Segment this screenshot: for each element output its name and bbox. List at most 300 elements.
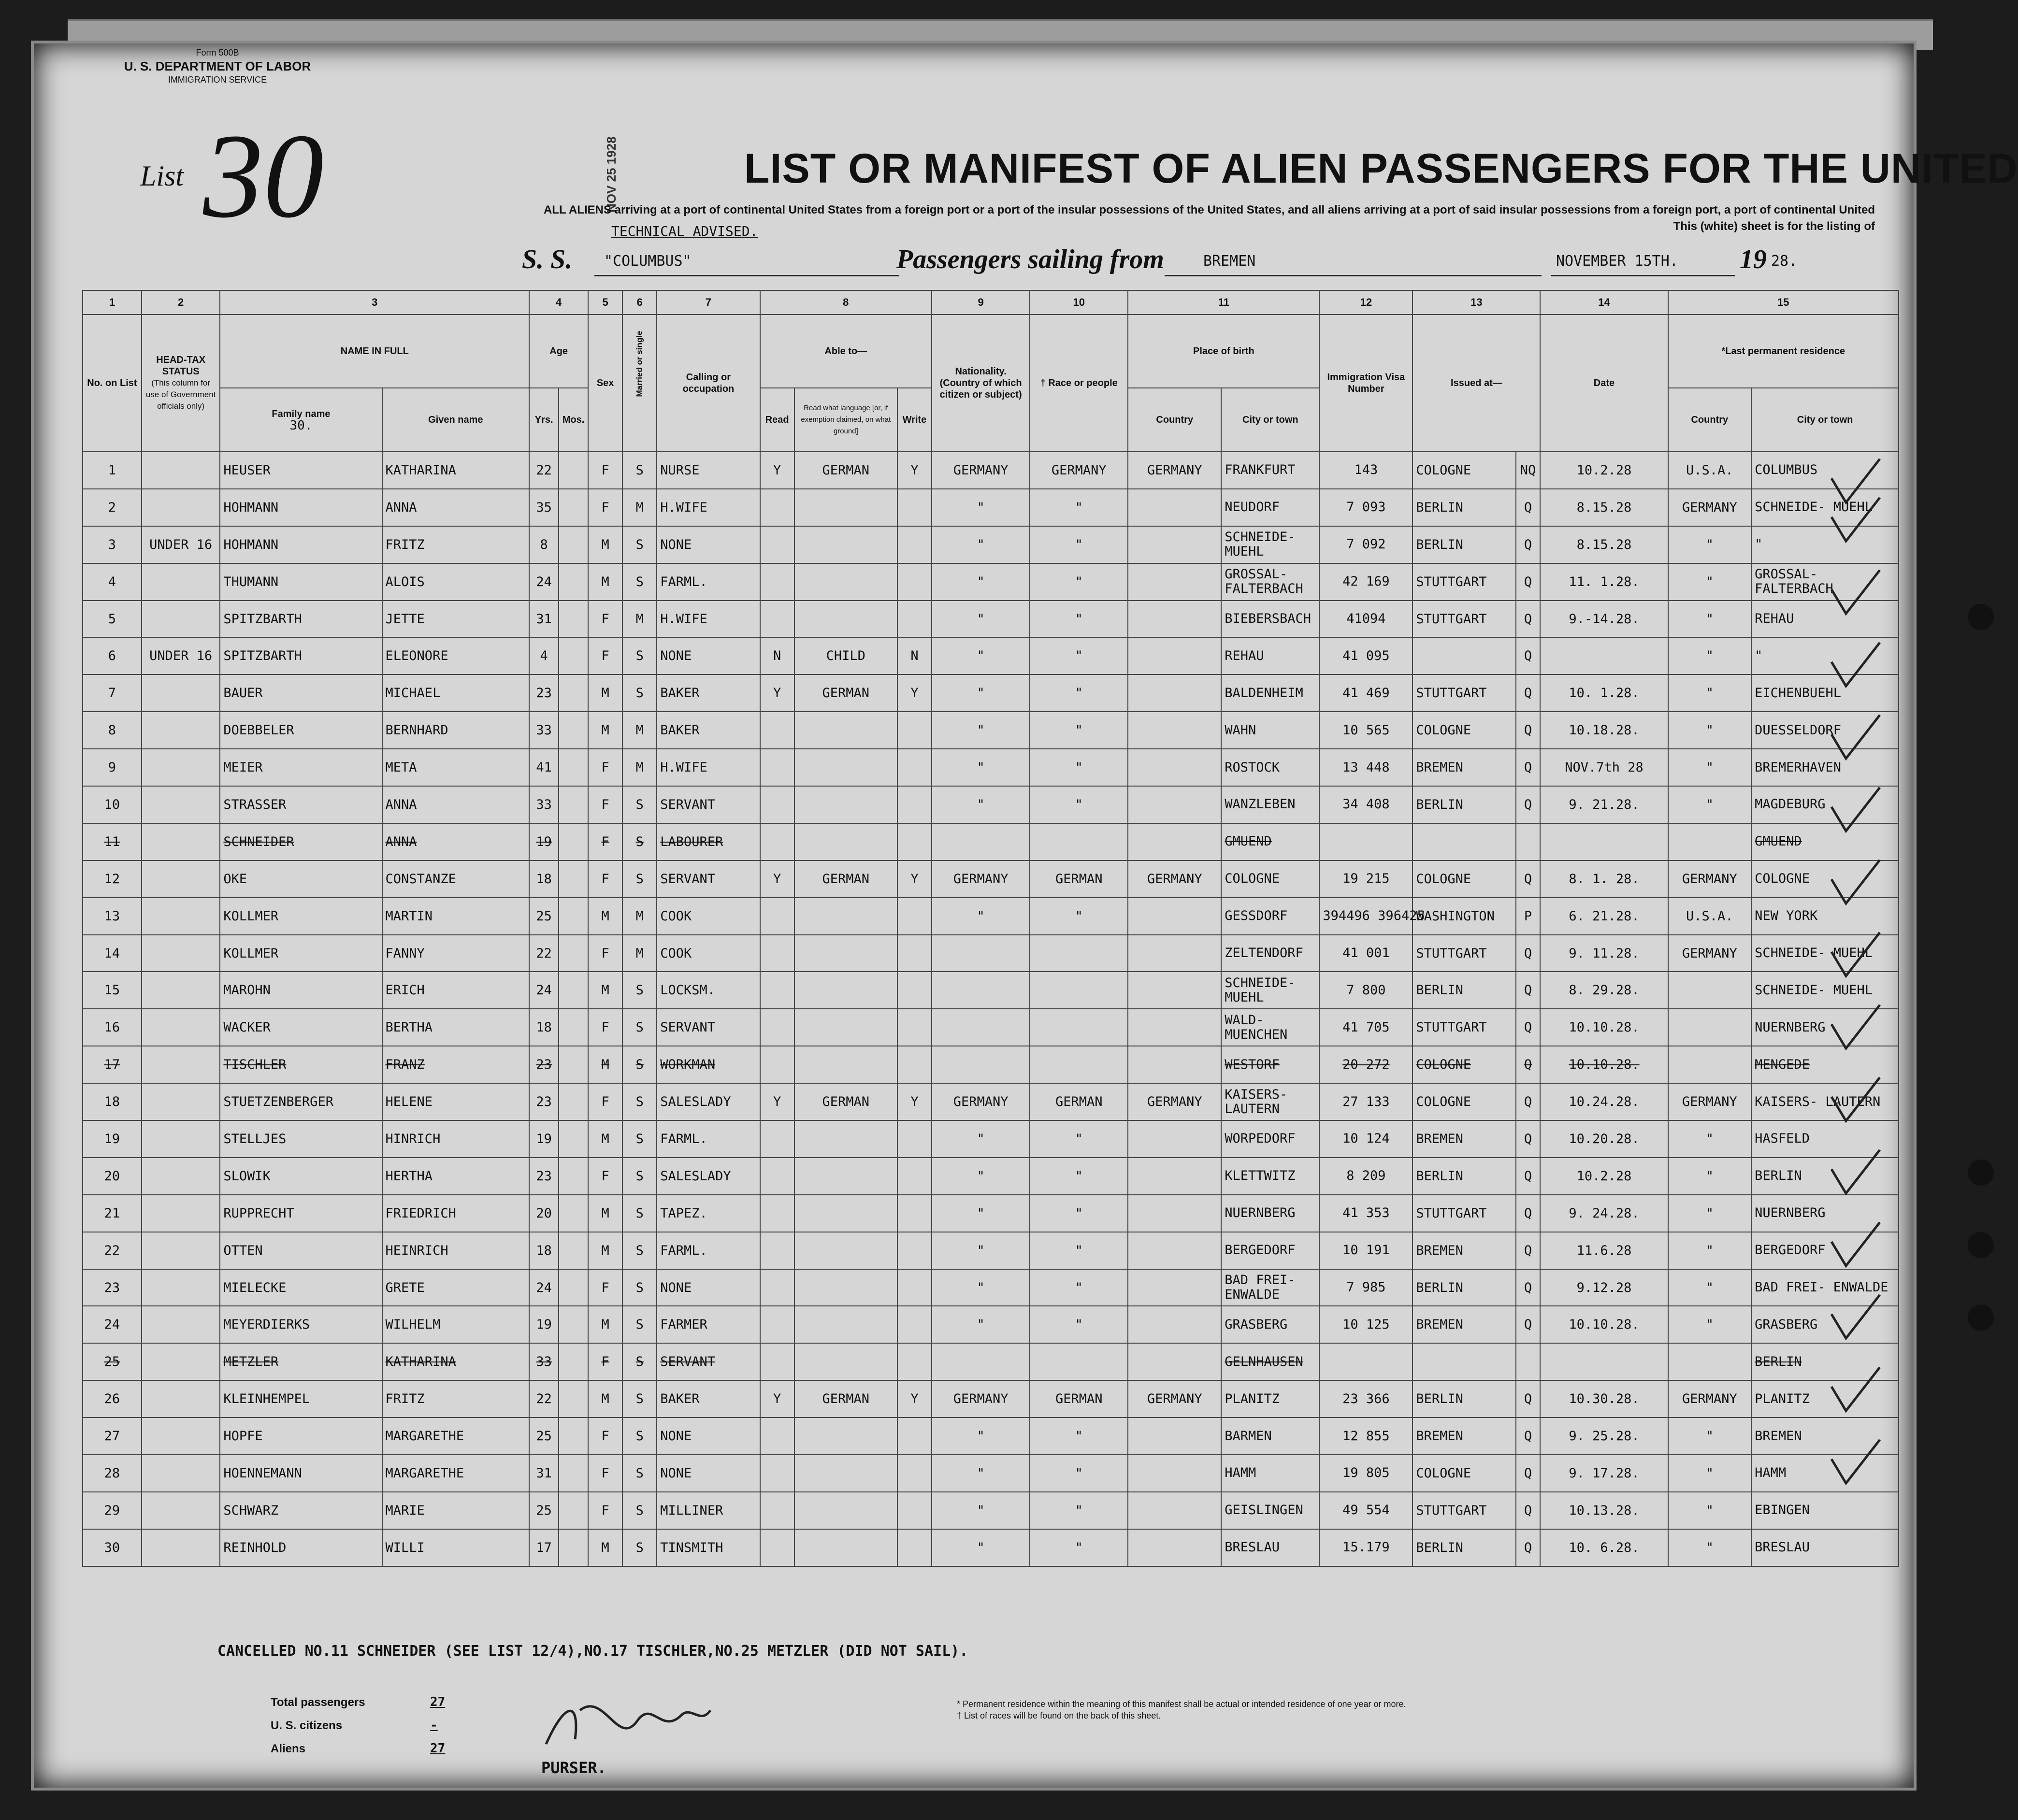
birth-country (1128, 712, 1221, 749)
can-read (760, 1232, 794, 1269)
visa-date: 10.20.28. (1540, 1120, 1668, 1158)
given-name: HERTHA (382, 1158, 530, 1195)
family-name: BAUER (220, 674, 382, 712)
visa-number (1319, 1343, 1413, 1380)
nationality: " (932, 1306, 1030, 1343)
birth-country (1128, 749, 1221, 786)
residence-country: " (1668, 526, 1752, 563)
marital-status: S (622, 1418, 657, 1455)
race: " (1030, 674, 1128, 712)
occupation: FARML. (657, 1232, 760, 1269)
can-write (897, 972, 932, 1009)
colnum-1: 1 (83, 290, 142, 315)
given-name: WILHELM (382, 1306, 530, 1343)
marital-status: S (622, 1195, 657, 1232)
read-language (794, 935, 897, 972)
can-read (760, 786, 794, 823)
given-name: ANNA (382, 823, 530, 860)
header-birth-country: Country (1128, 388, 1221, 452)
can-write: Y (897, 452, 932, 489)
can-read (760, 935, 794, 972)
given-name: MARGARETHE (382, 1418, 530, 1455)
age-months (559, 712, 588, 749)
can-write: N (897, 637, 932, 674)
residence-country: " (1668, 1195, 1752, 1232)
nationality: " (932, 1418, 1030, 1455)
visa-date: 11. 1.28. (1540, 563, 1668, 601)
issued-at: BREMEN (1413, 1120, 1515, 1158)
visa-class: Q (1516, 1009, 1541, 1046)
issued-at: BERLIN (1413, 489, 1515, 526)
can-read (760, 1269, 794, 1306)
list-label: List (140, 160, 184, 192)
family-name: THUMANN (220, 563, 382, 601)
issued-at: STUTTGART (1413, 1492, 1515, 1529)
table-row (83, 1343, 1899, 1380)
birth-country (1128, 1343, 1221, 1380)
read-language (794, 526, 897, 563)
issued-at: STUTTGART (1413, 935, 1515, 972)
head-tax-status (142, 563, 220, 601)
can-write (897, 712, 932, 749)
family-name: TISCHLER (220, 1046, 382, 1083)
colnum-15: 15 (1668, 290, 1899, 315)
residence-country (1668, 1046, 1752, 1083)
visa-number: 27 133 (1319, 1083, 1413, 1120)
table-row (83, 1380, 1899, 1418)
given-name: JETTE (382, 601, 530, 638)
head-tax-status (142, 823, 220, 860)
table-row (83, 674, 1899, 712)
marital-status: S (622, 823, 657, 860)
age-months (559, 1158, 588, 1195)
occupation: BAKER (657, 712, 760, 749)
issued-at (1413, 1343, 1515, 1380)
visa-class: Q (1516, 1269, 1541, 1306)
residence-city: BERGEDORF (1751, 1232, 1899, 1269)
header-family-name-text: Family name (272, 409, 331, 419)
sex: M (588, 1046, 622, 1083)
visa-date: 10.24.28. (1540, 1083, 1668, 1120)
port-underline (1165, 275, 1542, 276)
occupation: TINSMITH (657, 1529, 760, 1566)
residence-country: GERMANY (1668, 860, 1752, 898)
race: " (1030, 637, 1128, 674)
given-name: FANNY (382, 935, 530, 972)
marital-status: S (622, 452, 657, 489)
sex: M (588, 1306, 622, 1343)
can-read (760, 563, 794, 601)
total-passengers-row (271, 1691, 493, 1714)
occupation: NONE (657, 1269, 760, 1306)
can-write (897, 749, 932, 786)
marital-status: S (622, 1306, 657, 1343)
family-name: HOPFE (220, 1418, 382, 1455)
birth-country (1128, 489, 1221, 526)
birth-country (1128, 1158, 1221, 1195)
head-tax-status (142, 1195, 220, 1232)
family-name: REINHOLD (220, 1529, 382, 1566)
residence-city: HAMM (1751, 1455, 1899, 1492)
can-read (760, 1455, 794, 1492)
marital-status: M (622, 749, 657, 786)
given-name: MARTIN (382, 898, 530, 935)
read-language (794, 786, 897, 823)
nationality: " (932, 712, 1030, 749)
marital-status: S (622, 1009, 657, 1046)
footnotes (957, 1698, 1406, 1721)
family-name: RUPPRECHT (220, 1195, 382, 1232)
occupation: LOCKSM. (657, 972, 760, 1009)
birth-country (1128, 1009, 1221, 1046)
race: " (1030, 1269, 1128, 1306)
family-name: OTTEN (220, 1232, 382, 1269)
cancellation-note: CANCELLED NO.11 SCHNEIDER (SEE LIST 12/4),NO.17 TISCHLER,NO.25 METZLER (DID NOT SAIL). (217, 1643, 968, 1660)
residence-city: COLUMBUS (1751, 452, 1899, 489)
nationality (932, 972, 1030, 1009)
nationality (932, 1046, 1030, 1083)
age-months (559, 1009, 588, 1046)
birth-city: NEUDORF (1221, 489, 1319, 526)
head-tax-status (142, 1418, 220, 1455)
residence-country: " (1668, 1269, 1752, 1306)
visa-date: 10.10.28. (1540, 1046, 1668, 1083)
sex: F (588, 601, 622, 638)
age-years: 41 (529, 749, 559, 786)
can-read (760, 1120, 794, 1158)
visa-class: Q (1516, 1083, 1541, 1120)
marital-status: S (622, 1120, 657, 1158)
birth-country (1128, 1455, 1221, 1492)
birth-city: GROSSAL- FALTERBACH (1221, 563, 1319, 601)
residence-city: NUERNBERG (1751, 1195, 1899, 1232)
table-row (83, 1046, 1899, 1083)
residence-city: BERLIN (1751, 1343, 1899, 1380)
birth-country (1128, 674, 1221, 712)
nationality: GERMANY (932, 452, 1030, 489)
sex: F (588, 1418, 622, 1455)
nationality: " (932, 563, 1030, 601)
head-tax-status (142, 452, 220, 489)
age-years: 22 (529, 452, 559, 489)
visa-class: Q (1516, 1120, 1541, 1158)
colnum-11: 11 (1128, 290, 1319, 315)
row-number: 23 (83, 1269, 142, 1306)
issued-at: COLOGNE (1413, 860, 1515, 898)
residence-city: COLOGNE (1751, 860, 1899, 898)
head-tax-status: UNDER 16 (142, 526, 220, 563)
page-title: LIST OR MANIFEST OF ALIEN PASSENGERS FOR THE UNITED (744, 145, 2018, 192)
can-read (760, 1158, 794, 1195)
can-write (897, 1158, 932, 1195)
birth-city: GELNHAUSEN (1221, 1343, 1319, 1380)
sex: F (588, 935, 622, 972)
occupation: BAKER (657, 674, 760, 712)
aliens-value: 27 (430, 1741, 446, 1756)
birth-country (1128, 972, 1221, 1009)
marital-status: S (622, 786, 657, 823)
visa-number: 23 366 (1319, 1380, 1413, 1418)
age-months (559, 1380, 588, 1418)
colnum-12: 12 (1319, 290, 1413, 315)
residence-city: NEW YORK (1751, 898, 1899, 935)
visa-class: Q (1516, 1158, 1541, 1195)
age-years: 25 (529, 1492, 559, 1529)
birth-city: REHAU (1221, 637, 1319, 674)
row-number: 16 (83, 1009, 142, 1046)
header-age: Age (529, 315, 588, 388)
can-write (897, 786, 932, 823)
residence-city: GRASBERG (1751, 1306, 1899, 1343)
sex: M (588, 1380, 622, 1418)
head-tax-status (142, 1455, 220, 1492)
occupation: NONE (657, 1418, 760, 1455)
marital-status: S (622, 1269, 657, 1306)
given-name: HELENE (382, 1083, 530, 1120)
birth-city: KAISERS- LAUTERN (1221, 1083, 1319, 1120)
occupation: MILLINER (657, 1492, 760, 1529)
age-months (559, 1529, 588, 1566)
visa-number: 10 124 (1319, 1120, 1413, 1158)
can-read (760, 1529, 794, 1566)
birth-city: COLOGNE (1221, 860, 1319, 898)
family-name: HOHMANN (220, 489, 382, 526)
row-number: 10 (83, 786, 142, 823)
binder-hole-1 (1968, 604, 1994, 630)
residence-city: " (1751, 526, 1899, 563)
residence-country (1668, 972, 1752, 1009)
colnum-6: 6 (622, 290, 657, 315)
issued-at (1413, 823, 1515, 860)
sex: M (588, 563, 622, 601)
birth-country (1128, 1269, 1221, 1306)
marital-status: S (622, 1492, 657, 1529)
age-years: 33 (529, 786, 559, 823)
birth-city: GRASBERG (1221, 1306, 1319, 1343)
can-write: Y (897, 674, 932, 712)
can-read (760, 1418, 794, 1455)
visa-date (1540, 1343, 1668, 1380)
visa-class: Q (1516, 712, 1541, 749)
read-language (794, 1306, 897, 1343)
table-row (83, 1083, 1899, 1120)
head-tax-status (142, 898, 220, 935)
family-name: STRASSER (220, 786, 382, 823)
race: GERMAN (1030, 1380, 1128, 1418)
can-read (760, 823, 794, 860)
age-months (559, 786, 588, 823)
ss-label: S. S. (522, 244, 573, 274)
colnum-3: 3 (220, 290, 529, 315)
nationality: GERMANY (932, 1083, 1030, 1120)
row-number: 12 (83, 860, 142, 898)
issued-at: BERLIN (1413, 1269, 1515, 1306)
race: " (1030, 489, 1128, 526)
visa-date: 10.10.28. (1540, 1306, 1668, 1343)
issued-at: WASHINGTON (1413, 898, 1515, 935)
sex: F (588, 1455, 622, 1492)
colnum-9: 9 (932, 290, 1030, 315)
visa-number: 41 001 (1319, 935, 1413, 972)
can-read (760, 1306, 794, 1343)
sex: F (588, 1492, 622, 1529)
ship-name-underline (594, 275, 899, 276)
occupation: TAPEZ. (657, 1195, 760, 1232)
marital-status: S (622, 1529, 657, 1566)
visa-number: 19 215 (1319, 860, 1413, 898)
residence-city: GMUEND (1751, 823, 1899, 860)
head-tax-status (142, 1343, 220, 1380)
residence-city: EICHENBUEHL (1751, 674, 1899, 712)
row-number: 27 (83, 1418, 142, 1455)
family-name: OKE (220, 860, 382, 898)
visa-number: 41 353 (1319, 1195, 1413, 1232)
residence-city: MAGDEBURG (1751, 786, 1899, 823)
can-read: Y (760, 452, 794, 489)
read-language (794, 489, 897, 526)
age-years: 25 (529, 1418, 559, 1455)
nationality: GERMANY (932, 860, 1030, 898)
given-name: GRETE (382, 1269, 530, 1306)
visa-class: Q (1516, 972, 1541, 1009)
birth-city: KLETTWITZ (1221, 1158, 1319, 1195)
marital-status: S (622, 1046, 657, 1083)
issued-at: BERLIN (1413, 1158, 1515, 1195)
read-language: GERMAN (794, 860, 897, 898)
header-mos: Mos. (559, 388, 588, 452)
can-write (897, 1232, 932, 1269)
birth-city: GESSDORF (1221, 898, 1319, 935)
sex: F (588, 749, 622, 786)
age-months (559, 1232, 588, 1269)
race (1030, 935, 1128, 972)
birth-city: WALD- MUENCHEN (1221, 1009, 1319, 1046)
race: " (1030, 712, 1128, 749)
total-passengers-value: 27 (430, 1695, 446, 1709)
read-language: GERMAN (794, 674, 897, 712)
colnum-5: 5 (588, 290, 622, 315)
given-name: KATHARINA (382, 452, 530, 489)
age-months (559, 1455, 588, 1492)
visa-class: P (1516, 898, 1541, 935)
colnum-2: 2 (142, 290, 220, 315)
service-name: IMMIGRATION SERVICE (168, 75, 267, 85)
visa-date: 9. 17.28. (1540, 1455, 1668, 1492)
issued-at: BREMEN (1413, 749, 1515, 786)
row-number: 3 (83, 526, 142, 563)
residence-city: KAISERS- LAUTERN (1751, 1083, 1899, 1120)
birth-city: SCHNEIDE- MUEHL (1221, 972, 1319, 1009)
table-row (83, 1455, 1899, 1492)
form-number: Form 500B (196, 48, 239, 57)
can-read (760, 972, 794, 1009)
read-language (794, 1343, 897, 1380)
birth-city: WANZLEBEN (1221, 786, 1319, 823)
sex: M (588, 1195, 622, 1232)
nationality: " (932, 898, 1030, 935)
read-language (794, 749, 897, 786)
read-language (794, 972, 897, 1009)
table-row (83, 1418, 1899, 1455)
residence-country: " (1668, 1158, 1752, 1195)
year-prefix: 19 (1740, 244, 1767, 274)
can-read (760, 601, 794, 638)
family-name: MEYERDIERKS (220, 1306, 382, 1343)
occupation: SERVANT (657, 786, 760, 823)
row-number: 4 (83, 563, 142, 601)
nationality: " (932, 1492, 1030, 1529)
residence-city: GROSSAL- FALTERBACH (1751, 563, 1899, 601)
visa-number: 19 805 (1319, 1455, 1413, 1492)
read-language (794, 1158, 897, 1195)
age-months (559, 526, 588, 563)
occupation: H.WIFE (657, 749, 760, 786)
birth-country (1128, 1529, 1221, 1566)
birth-city: BALDENHEIM (1221, 674, 1319, 712)
given-name: BERNHARD (382, 712, 530, 749)
head-tax-status (142, 1120, 220, 1158)
subtitle-line-1: ALL ALIENS arriving at a port of continental United States from a foreign port or a port of the insular possessions of the United States, and all aliens arriving at a port of said insular possessions from a foreign port, a port of continental United (543, 203, 1875, 216)
can-write (897, 1269, 932, 1306)
visa-date: 8.15.28 (1540, 489, 1668, 526)
aliens-label: Aliens (271, 1742, 306, 1755)
table-row (83, 898, 1899, 935)
family-name: HOHMANN (220, 526, 382, 563)
visa-number: 41 469 (1319, 674, 1413, 712)
family-name: METZLER (220, 1343, 382, 1380)
can-read: Y (760, 1083, 794, 1120)
table-row (83, 749, 1899, 786)
purser-label: PURSER. (541, 1759, 606, 1777)
table-row (83, 1120, 1899, 1158)
header-issued-at: Issued at— (1413, 315, 1540, 452)
given-name: FRIEDRICH (382, 1195, 530, 1232)
read-language: GERMAN (794, 1380, 897, 1418)
can-read (760, 526, 794, 563)
given-name: FRITZ (382, 526, 530, 563)
can-write (897, 1046, 932, 1083)
race: " (1030, 898, 1128, 935)
age-months (559, 674, 588, 712)
family-name: SPITZBARTH (220, 601, 382, 638)
sex: M (588, 1120, 622, 1158)
residence-city: BRESLAU (1751, 1529, 1899, 1566)
issued-at: COLOGNE (1413, 1455, 1515, 1492)
read-language (794, 1120, 897, 1158)
race: GERMAN (1030, 860, 1128, 898)
visa-class: Q (1516, 786, 1541, 823)
residence-city: PLANITZ (1751, 1380, 1899, 1418)
birth-country (1128, 898, 1221, 935)
residence-country: " (1668, 1418, 1752, 1455)
table-row (83, 1232, 1899, 1269)
family-name: WACKER (220, 1009, 382, 1046)
residence-city: EBINGEN (1751, 1492, 1899, 1529)
table-row (83, 1195, 1899, 1232)
issued-at: STUTTGART (1413, 1009, 1515, 1046)
marital-status: S (622, 1158, 657, 1195)
residence-country: U.S.A. (1668, 452, 1752, 489)
visa-class: Q (1516, 860, 1541, 898)
birth-country (1128, 935, 1221, 972)
birth-city: ROSTOCK (1221, 749, 1319, 786)
header-res-city: City or town (1751, 388, 1899, 452)
head-tax-status (142, 1529, 220, 1566)
age-years: 4 (529, 637, 559, 674)
age-months (559, 1083, 588, 1120)
birth-country (1128, 563, 1221, 601)
read-language: GERMAN (794, 1083, 897, 1120)
